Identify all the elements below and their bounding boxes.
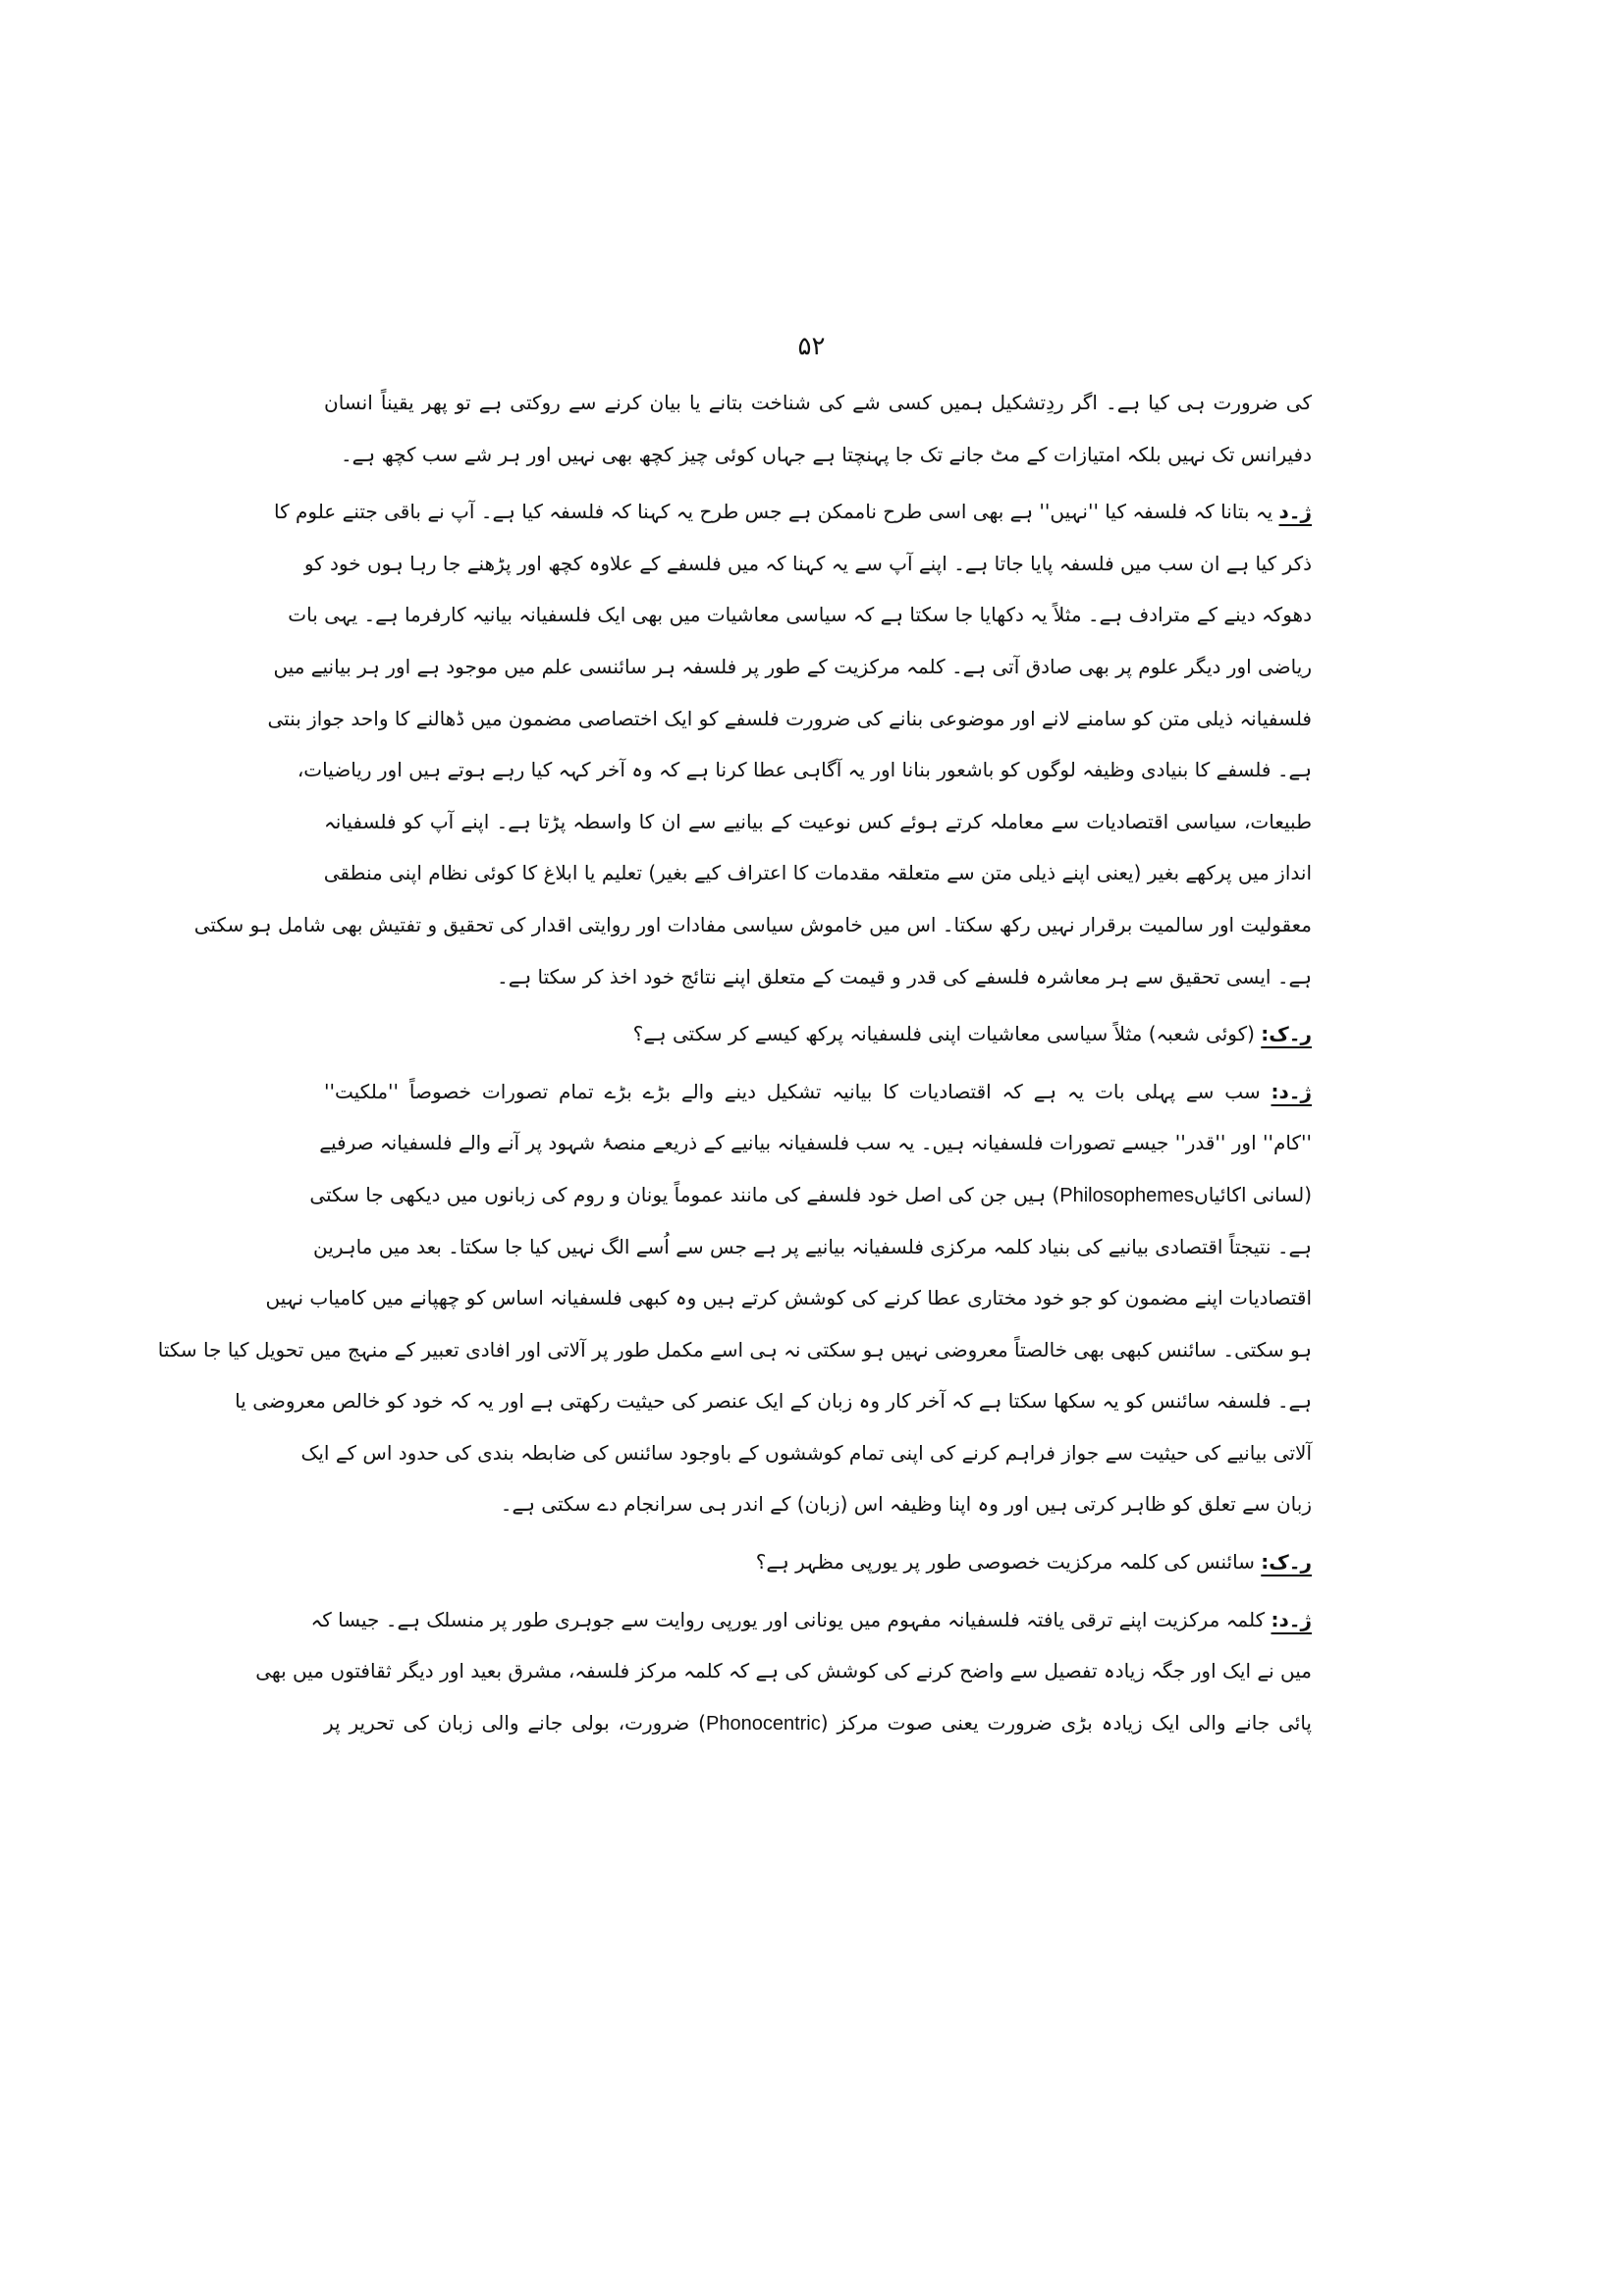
text-line xyxy=(324,951,1312,1003)
line-text: ہے۔ ایسی تحقیق سے ہر معاشرہ فلسفے کی قدر و قیمت کے متعلق اپنے نتائج خود اخذ کر سکتا ہے۔ xyxy=(497,964,1312,988)
text-line xyxy=(319,1117,1312,1169)
line-text: ریاضی اور دیگر علوم پر بھی صادق آتی ہے۔ کلمہ مرکزیت کے طور پر فلسفہ ہر سائنسی علم میں موجود ہے اور ہر بیانیے میں xyxy=(273,654,1312,678)
text-line xyxy=(265,1272,1312,1324)
line-text: ہے۔ فلسفہ سائنس کو یہ سکھا سکتا ہے کہ آخر کار وہ زبان کے ایک عنصر کی حیثیت رکھتی ہے اور یہ کہ خود کو خالص معروضی یا xyxy=(235,1389,1312,1414)
text-line xyxy=(309,1169,1312,1221)
line-text: زبان سے تعلق کو ظاہر کرتی ہیں اور وہ اپنا وظیفہ اس (زبان) کے اندر ہی سرانجام دے سکتی ہے۔ xyxy=(500,1492,1312,1517)
line-text: اقتصادیات اپنے مضمون کو جو خود مختاری عطا کرنے کی کوشش کرتے ہیں وہ کبھی فلسفیانہ اساس کو چھپانے میں کامیاب نہیں xyxy=(265,1286,1312,1310)
text-line xyxy=(324,1008,1312,1060)
speaker-label: ژ۔د: xyxy=(1271,1607,1312,1631)
text-line xyxy=(324,429,1312,481)
line-text: سائنس کی کلمہ مرکزیت خصوصی طور پر یورپی مظہر ہے؟ xyxy=(755,1550,1262,1575)
latin-term: Phonocentric xyxy=(705,1712,821,1735)
line-text: انداز میں پرکھے بغیر (یعنی اپنے ذیلی متن سے متعلقہ مقدمات کا اعتراف کیے بغیر) تعلیم یا ابلاغ کا کوئی نظام اپنی منطقی xyxy=(323,861,1312,885)
line-text: ہے۔ فلسفے کا بنیادی وظیفہ لوگوں کو باشعور بنانا اور یہ آگاہی عطا کرنا ہے کہ وہ آخر کہہ کیا رہے ہوتے ہیں اور ریاضیات، xyxy=(297,758,1312,782)
speaker-label: ر۔ک: xyxy=(1261,1550,1312,1575)
page-body xyxy=(157,377,1312,1748)
text-line xyxy=(255,1645,1312,1697)
text-line xyxy=(324,847,1312,899)
line-text: کلمہ مرکزیت اپنے ترقی یافتہ فلسفیانہ مفہوم میں یونانی اور یورپی روایت سے جوہری طور پر منسلک ہے۔ جیسا کہ xyxy=(310,1607,1271,1631)
line-text: ذکر کیا ہے ان سب میں فلسفہ پایا جاتا ہے۔ اپنے آپ سے یہ کہنا کہ میں فلسفے کے علاوہ کچھ اور پڑھنے جا رہا ہوں خود کو xyxy=(303,551,1312,575)
line-text: میں نے ایک اور جگہ زیادہ تفصیل سے واضح کرنے کی کوشش کی ہے کہ کلمہ مرکز فلسفہ، مشرق بعید اور دیگر ثقافتوں میں بھی xyxy=(255,1659,1312,1683)
text-line xyxy=(157,1324,1312,1376)
text-line xyxy=(297,744,1312,796)
speaker-label: ر۔ک: xyxy=(1261,1022,1312,1046)
speaker-label: ژ۔د xyxy=(1278,500,1312,524)
line-text-continued: ) ضرورت، بولی جانے والی زبان کی تحریر پر xyxy=(324,1710,706,1735)
line-text: یہ بتانا کہ فلسفہ کیا ''نہیں'' ہے بھی اسی طرح ناممکن ہے جس طرح یہ کہنا کہ فلسفہ کیا ہے۔ آپ نے باقی جتنے علوم کا xyxy=(274,500,1279,524)
speaker-label: ژ۔د: xyxy=(1271,1079,1312,1103)
line-text: دفیرانس تک نہیں بلکہ امتیازات کے مٹ جانے تک جا پہنچتا ہے جہاں کوئی چیز کچھ بھی نہیں اور ہر شے سب کچھ ہے۔ xyxy=(340,442,1312,466)
text-line xyxy=(310,1594,1312,1646)
text-line xyxy=(324,796,1312,848)
line-text: دھوکہ دینے کے مترادف ہے۔ مثلاً یہ دکھایا جا سکتا ہے کہ سیاسی معاشیات میں بھی ایک فلسفیانہ بیانیہ کارفرما ہے۔ یہی بات xyxy=(288,603,1312,627)
text-line xyxy=(313,1221,1312,1273)
text-line xyxy=(235,1375,1312,1427)
text-line xyxy=(288,589,1312,641)
line-text-continued: ) ہیں جن کی اصل خود فلسفے کی مانند عموماً یونان و روم کی زبانوں میں دیکھی جا سکتی xyxy=(309,1182,1060,1206)
line-text: ہے۔ نتیجتاً اقتصادی بیانیے کی بنیاد کلمہ مرکزی فلسفیانہ بیانیے پر ہے جس سے اُسے الگ نہیں کیا جا سکتا۔ بعد میں ماہرین xyxy=(313,1234,1312,1258)
line-text: (کوئی شعبہ) مثلاً سیاسی معاشیات اپنی فلسفیانہ پرکھ کیسے کر سکتی ہے؟ xyxy=(632,1022,1262,1046)
line-text: معقولیت اور سالمیت برقرار نہیں رکھ سکتا۔ اس میں خاموش سیاسی مفادات اور روایتی اقدار کی تحقیق و تفتیش بھی شامل ہو سکتی xyxy=(193,912,1312,936)
line-text: سب سے پہلی بات یہ ہے کہ اقتصادیات کا بیانیہ تشکیل دینے والے بڑے بڑے تمام تصورات خصوصاً ''ملکیت'' xyxy=(324,1079,1271,1103)
line-text: (لسانی اکائیاں xyxy=(1194,1182,1312,1206)
text-line xyxy=(300,1427,1312,1479)
line-text: فلسفیانہ ذیلی متن کو سامنے لانے اور موضوعی بنانے کی ضرورت فلسفے کو ایک اختصاصی مضمون میں ڈھالنے کا واحد جواز بنتی xyxy=(267,706,1312,730)
line-text: کی ضرورت ہی کیا ہے۔ اگر ردِتشکیل ہمیں کسی شے کی شناخت بتانے یا بیان کرنے سے روکتی ہے تو پھر یقیناً انسان xyxy=(324,391,1312,414)
text-line xyxy=(324,1066,1312,1118)
text-line xyxy=(324,1697,1312,1749)
text-line xyxy=(303,538,1312,590)
text-line xyxy=(324,377,1312,429)
text-line xyxy=(324,1478,1312,1530)
line-text: پائی جانے والی ایک زیادہ بڑی ضرورت یعنی صوت مرکز ( xyxy=(820,1710,1312,1735)
text-line xyxy=(273,641,1312,693)
text-line xyxy=(193,899,1312,951)
line-text: طبیعات، سیاسی اقتصادیات سے معاملہ کرتے ہوئے کس نوعیت کے بیانیے سے ان کا واسطہ پڑتا ہے۔ اپنے آپ کو فلسفیانہ xyxy=(324,809,1312,833)
page-number: ۵۲ xyxy=(797,332,826,361)
line-text: ہو سکتی۔ سائنس کبھی بھی خالصتاً معروضی نہیں ہو سکتی نہ ہی اسے مکمل طور پر آلاتی اور افادی تعبیر کے منہج میں تحویل کیا جا سکتا xyxy=(157,1337,1312,1362)
line-text: ''کام'' اور ''قدر'' جیسے تصورات فلسفیانہ ہیں۔ یہ سب فلسفیانہ بیانیے کے ذریعے منصۂ شہود پر آنے والے فلسفیانہ صرفیے xyxy=(319,1131,1312,1155)
text-line xyxy=(274,486,1312,538)
latin-term: Philosophemes xyxy=(1059,1184,1195,1206)
line-text: آلاتی بیانیے کی حیثیت سے جواز فراہم کرنے کی اپنی تمام کوششوں کے باوجود سائنس کی ضابطہ بندی کی حدود اس کے ایک xyxy=(300,1440,1312,1465)
text-line xyxy=(324,1536,1312,1588)
text-line xyxy=(267,693,1312,745)
